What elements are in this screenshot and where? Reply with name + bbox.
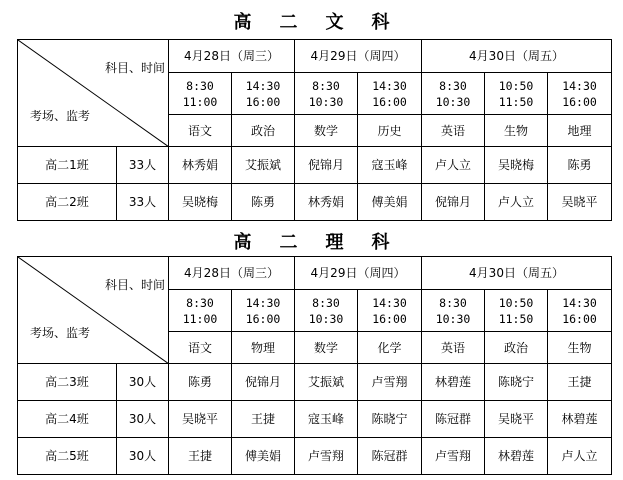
- end-time: 11:00: [182, 311, 218, 326]
- end-time: 16:00: [372, 94, 407, 109]
- title-char: 科: [371, 232, 390, 253]
- start-time: 14:30: [562, 78, 597, 93]
- proctor-cell: 卢人立: [548, 438, 612, 475]
- title-char: 二: [279, 232, 298, 253]
- proctor-cell: 林秀娟: [295, 184, 358, 221]
- corner-label-room-proctor: 考场、监考: [30, 109, 91, 123]
- class-name-cell: 高二2班: [18, 184, 117, 221]
- proctor-cell: 陈冠群: [358, 438, 422, 475]
- start-time: 8:30: [186, 78, 214, 93]
- class-name-cell: 高二1班: [18, 147, 117, 184]
- proctor-cell: 艾振斌: [232, 147, 295, 184]
- class-row: [18, 184, 612, 221]
- student-count-cell: 30人: [117, 438, 169, 475]
- diagonal-line: [18, 40, 169, 147]
- corner-label-room-proctor: 考场、监考: [30, 326, 91, 340]
- title-char: 高: [233, 232, 252, 253]
- start-time: 8:30: [312, 78, 340, 93]
- time-cell: [169, 290, 232, 332]
- diagonal-line: [18, 257, 169, 364]
- proctor-cell: 倪锦月: [232, 364, 295, 401]
- subject-cell: 英语: [422, 332, 485, 364]
- section-title: [0, 228, 623, 254]
- class-name-cell: 高二4班: [18, 401, 117, 438]
- title-char: 科: [371, 12, 390, 33]
- proctor-cell: 吴晓梅: [169, 184, 232, 221]
- end-time: 10:30: [435, 311, 471, 326]
- proctor-cell: 陈晓宁: [358, 401, 422, 438]
- subject-cell: 语文: [169, 332, 232, 364]
- proctor-cell: 卢雪翔: [295, 438, 358, 475]
- class-name-cell: 高二3班: [18, 364, 117, 401]
- class-row: [18, 401, 612, 438]
- proctor-cell: 林碧莲: [422, 364, 485, 401]
- class-row: [18, 438, 612, 475]
- end-time: 10:30: [308, 311, 344, 326]
- section-title: [0, 8, 623, 34]
- end-time: 16:00: [562, 94, 597, 109]
- end-time: 16:00: [245, 94, 281, 109]
- subject-cell: 语文: [169, 115, 232, 147]
- proctor-cell: 寇玉峰: [295, 401, 358, 438]
- proctor-cell: 寇玉峰: [358, 147, 422, 184]
- proctor-cell: 傅美娟: [358, 184, 422, 221]
- student-count-cell: 30人: [117, 401, 169, 438]
- title-char: 文: [325, 12, 344, 33]
- proctor-cell: 陈勇: [548, 147, 612, 184]
- corner-label-subject-time: 科目、时间: [104, 278, 165, 292]
- end-time: 10:30: [308, 94, 344, 109]
- start-time: 14:30: [245, 295, 281, 310]
- student-count-cell: 33人: [117, 147, 169, 184]
- day-header-cell: 4月29日（周四）: [295, 257, 422, 290]
- subject-cell: 生物: [548, 332, 612, 364]
- proctor-cell: 王捷: [548, 364, 612, 401]
- student-count-cell: 30人: [117, 364, 169, 401]
- schedule-table: [17, 256, 612, 475]
- corner-header-cell: [18, 257, 169, 364]
- subject-cell: 数学: [295, 332, 358, 364]
- day-header-cell: 4月28日（周三）: [169, 257, 295, 290]
- day-header-cell: 4月30日（周五）: [422, 40, 612, 73]
- title-char: 高: [233, 12, 252, 33]
- time-cell: [295, 73, 358, 115]
- start-time: 8:30: [439, 295, 467, 310]
- proctor-cell: 林秀娟: [169, 147, 232, 184]
- subject-cell: 政治: [485, 332, 548, 364]
- time-cell: [232, 290, 295, 332]
- subject-cell: 生物: [485, 115, 548, 147]
- start-time: 14:30: [372, 78, 407, 93]
- time-cell: [358, 290, 422, 332]
- proctor-cell: 林碧莲: [485, 438, 548, 475]
- start-time: 14:30: [562, 295, 597, 310]
- start-time: 14:30: [245, 78, 281, 93]
- end-time: 11:50: [498, 311, 534, 326]
- proctor-cell: 陈晓宁: [485, 364, 548, 401]
- time-cell: [295, 290, 358, 332]
- time-cell: [232, 73, 295, 115]
- subject-cell: 物理: [232, 332, 295, 364]
- time-cell: [422, 73, 485, 115]
- end-time: 16:00: [372, 311, 407, 326]
- subject-cell: 英语: [422, 115, 485, 147]
- corner-header-cell: [18, 40, 169, 147]
- proctor-cell: 吴晓平: [169, 401, 232, 438]
- corner-label-subject-time: 科目、时间: [104, 61, 165, 75]
- time-cell: [169, 73, 232, 115]
- time-cell: [358, 73, 422, 115]
- proctor-cell: 卢雪翔: [422, 438, 485, 475]
- start-time: 14:30: [372, 295, 407, 310]
- proctor-cell: 吴晓平: [548, 184, 612, 221]
- class-row: [18, 364, 612, 401]
- day-header-cell: 4月28日（周三）: [169, 40, 295, 73]
- end-time: 16:00: [245, 311, 281, 326]
- end-time: 16:00: [562, 311, 597, 326]
- proctor-cell: 倪锦月: [422, 184, 485, 221]
- schedule-table: [17, 39, 612, 221]
- start-time: 8:30: [312, 295, 340, 310]
- proctor-cell: 陈勇: [232, 184, 295, 221]
- proctor-cell: 王捷: [232, 401, 295, 438]
- day-header-cell: 4月29日（周四）: [295, 40, 422, 73]
- class-row: [18, 147, 612, 184]
- day-header-row: [18, 40, 612, 73]
- start-time: 10:50: [498, 295, 534, 310]
- end-time: 10:30: [435, 94, 471, 109]
- start-time: 8:30: [439, 78, 467, 93]
- proctor-cell: 卢人立: [485, 184, 548, 221]
- proctor-cell: 陈冠群: [422, 401, 485, 438]
- subject-cell: 政治: [232, 115, 295, 147]
- proctor-cell: 傅美娟: [232, 438, 295, 475]
- proctor-cell: 倪锦月: [295, 147, 358, 184]
- proctor-cell: 吴晓梅: [485, 147, 548, 184]
- end-time: 11:00: [182, 94, 218, 109]
- proctor-cell: 卢雪翔: [358, 364, 422, 401]
- start-time: 8:30: [186, 295, 214, 310]
- time-cell: [548, 290, 612, 332]
- proctor-cell: 艾振斌: [295, 364, 358, 401]
- subject-cell: 地理: [548, 115, 612, 147]
- subject-cell: 数学: [295, 115, 358, 147]
- title-char: 二: [279, 12, 298, 33]
- time-cell: [422, 290, 485, 332]
- day-header-cell: 4月30日（周五）: [422, 257, 612, 290]
- class-name-cell: 高二5班: [18, 438, 117, 475]
- subject-cell: 化学: [358, 332, 422, 364]
- proctor-cell: 吴晓平: [485, 401, 548, 438]
- proctor-cell: 林碧莲: [548, 401, 612, 438]
- subject-cell: 历史: [358, 115, 422, 147]
- proctor-cell: 王捷: [169, 438, 232, 475]
- end-time: 11:50: [498, 94, 534, 109]
- time-cell: [485, 290, 548, 332]
- start-time: 10:50: [498, 78, 534, 93]
- student-count-cell: 33人: [117, 184, 169, 221]
- time-cell: [548, 73, 612, 115]
- time-cell: [485, 73, 548, 115]
- title-char: 理: [325, 232, 344, 253]
- day-header-row: [18, 257, 612, 290]
- proctor-cell: 陈勇: [169, 364, 232, 401]
- proctor-cell: 卢人立: [422, 147, 485, 184]
